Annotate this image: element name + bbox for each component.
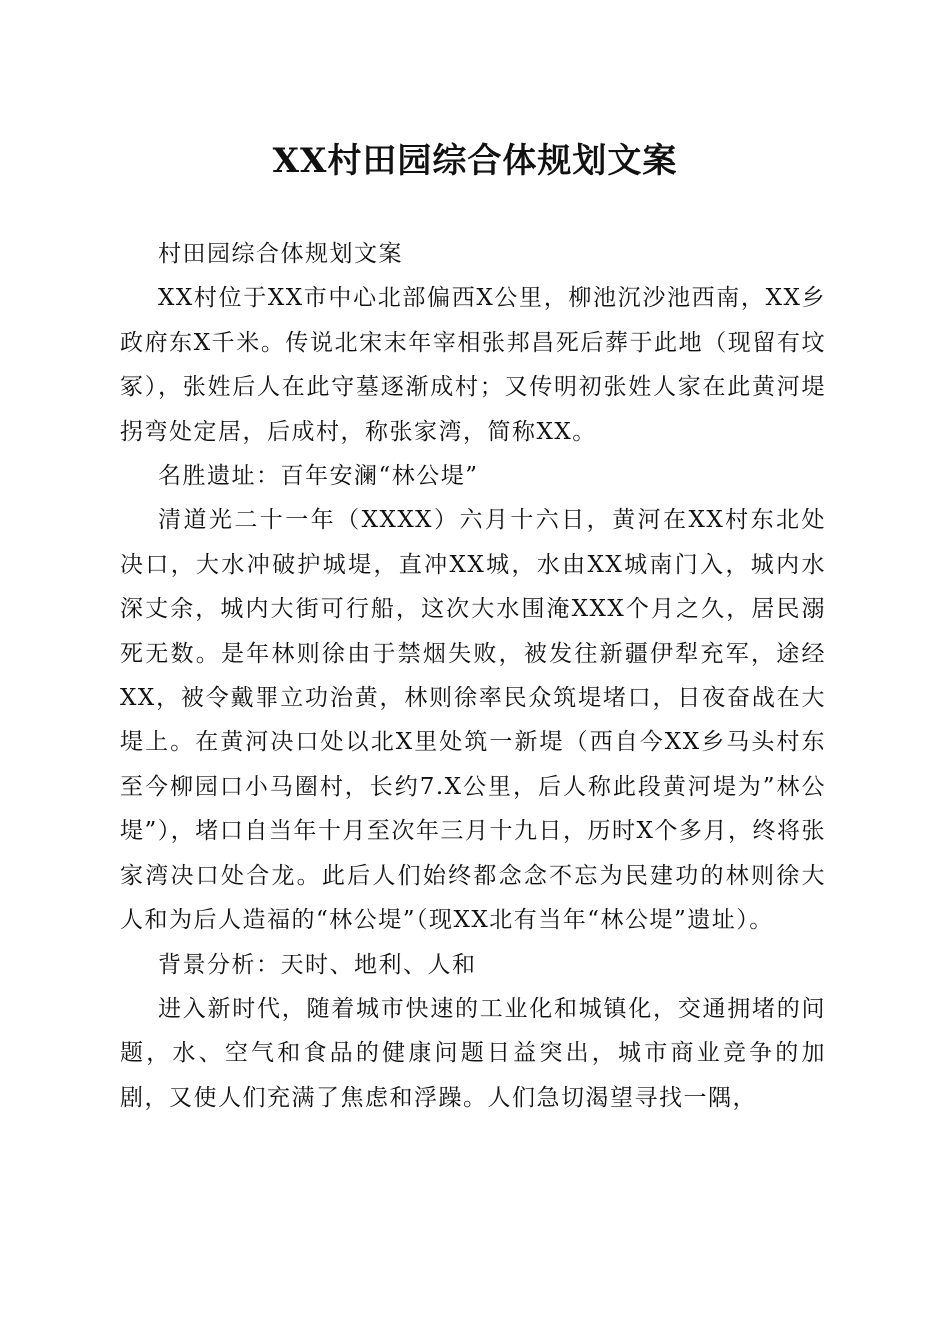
paragraph-subtitle: 村田园综合体规划文案: [158, 241, 403, 267]
paragraph-background-analysis: 进入新时代，随着城市快速的工业化和城镇化，交通拥堵的问题，水、空气和食品的健康问题日益突出，城市商业竞争的加剧，又使人们充满了焦虑和浮躁。人们急切渴望寻找一隅，: [120, 995, 826, 1111]
paragraph-heading-background: 背景分析：天时、地利、人和: [158, 951, 477, 978]
paragraph-lingong-dike-history: 清道光二十一年（XXXX）六月十六日，黄河在XX村东北处决口，大水冲破护城堤，直冲XX城，水由XX城南门入，城内水深丈余，城内大街可行船，这次大水围淹XXX个月之久，居民溺死无数。是年林则徐由于禁烟失败，被发往新疆伊犁充军，途经XX，被令戴罪立功治黄，林则徐率民众筑堤堵口，日夜奋战在大堤上。在黄河决口处以北X里处筑一新堤（西自今XX乡马头村东至今柳园口小马圈村，长约7.X公里，后人称此段黄河堤为”林公堤”），堵口自当年十月至次年三月十九日，历时X个多月，终将张家湾决口处合龙。此后人们始终都念念不忘为民建功的林则徐大人和为后人造福的“林公堤”（现XX北有当年“林公堤”遗址）。: [120, 507, 826, 934]
paragraph-heading-heritage: 名胜遗址：百年安澜“林公堤”: [158, 463, 479, 490]
document-title: XX村田园综合体规划文案: [272, 141, 678, 181]
paragraph-village-intro: XX村位于XX市中心北部偏西X公里，柳池沉沙池西南，XX乡政府东X千米。传说北宋末年宰相张邦昌死后葬于此地（现留有坟冢），张姓后人在此守墓逐渐成村；又传明初张姓人家在此黄河堤拐弯处定居，后成村，称张家湾，简称XX。: [120, 285, 826, 445]
document-body: [120, 232, 826, 1120]
